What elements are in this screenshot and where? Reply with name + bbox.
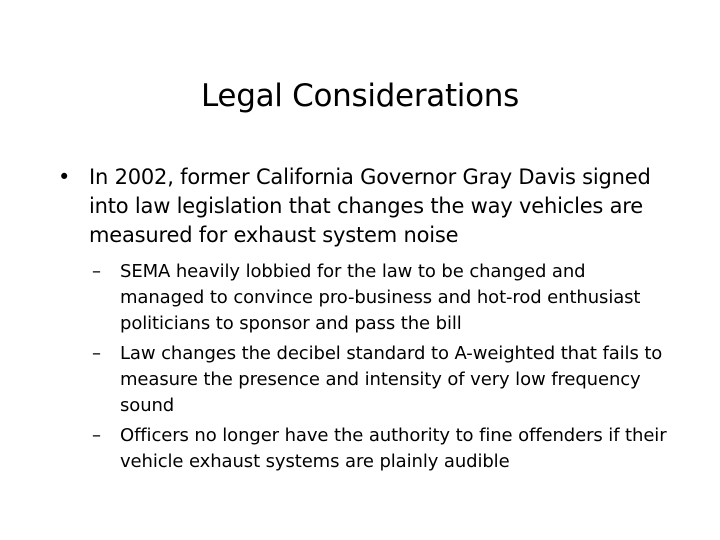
sub-bullet-marker: – (92, 343, 101, 364)
sub-bullet-list (92, 259, 672, 479)
sub-bullet-item (92, 259, 672, 337)
sub-bullet-text: Officers no longer have the authority to fine offenders if their vehicle exhaust systems are plainly audible (120, 425, 667, 472)
bullet-marker: • (58, 165, 71, 189)
main-bullet-text: In 2002, former California Governor Gray Davis signed into law legislation that changes the way vehicles are measured for exhaust system noise (89, 165, 651, 247)
sub-bullet-item (92, 423, 672, 475)
sub-bullet-marker: – (92, 425, 101, 446)
main-bullet (58, 163, 668, 250)
sub-bullet-marker: – (92, 261, 101, 282)
slide-title: Legal Considerations (201, 78, 519, 114)
sub-bullet-text: SEMA heavily lobbied for the law to be changed and managed to convince pro-business and hot-rod enthusiast politicians to sponsor and pass the bill (120, 261, 641, 334)
sub-bullet-text: Law changes the decibel standard to A-weighted that fails to measure the presence and intensity of very low frequency sound (120, 343, 663, 416)
sub-bullet-item (92, 341, 672, 419)
